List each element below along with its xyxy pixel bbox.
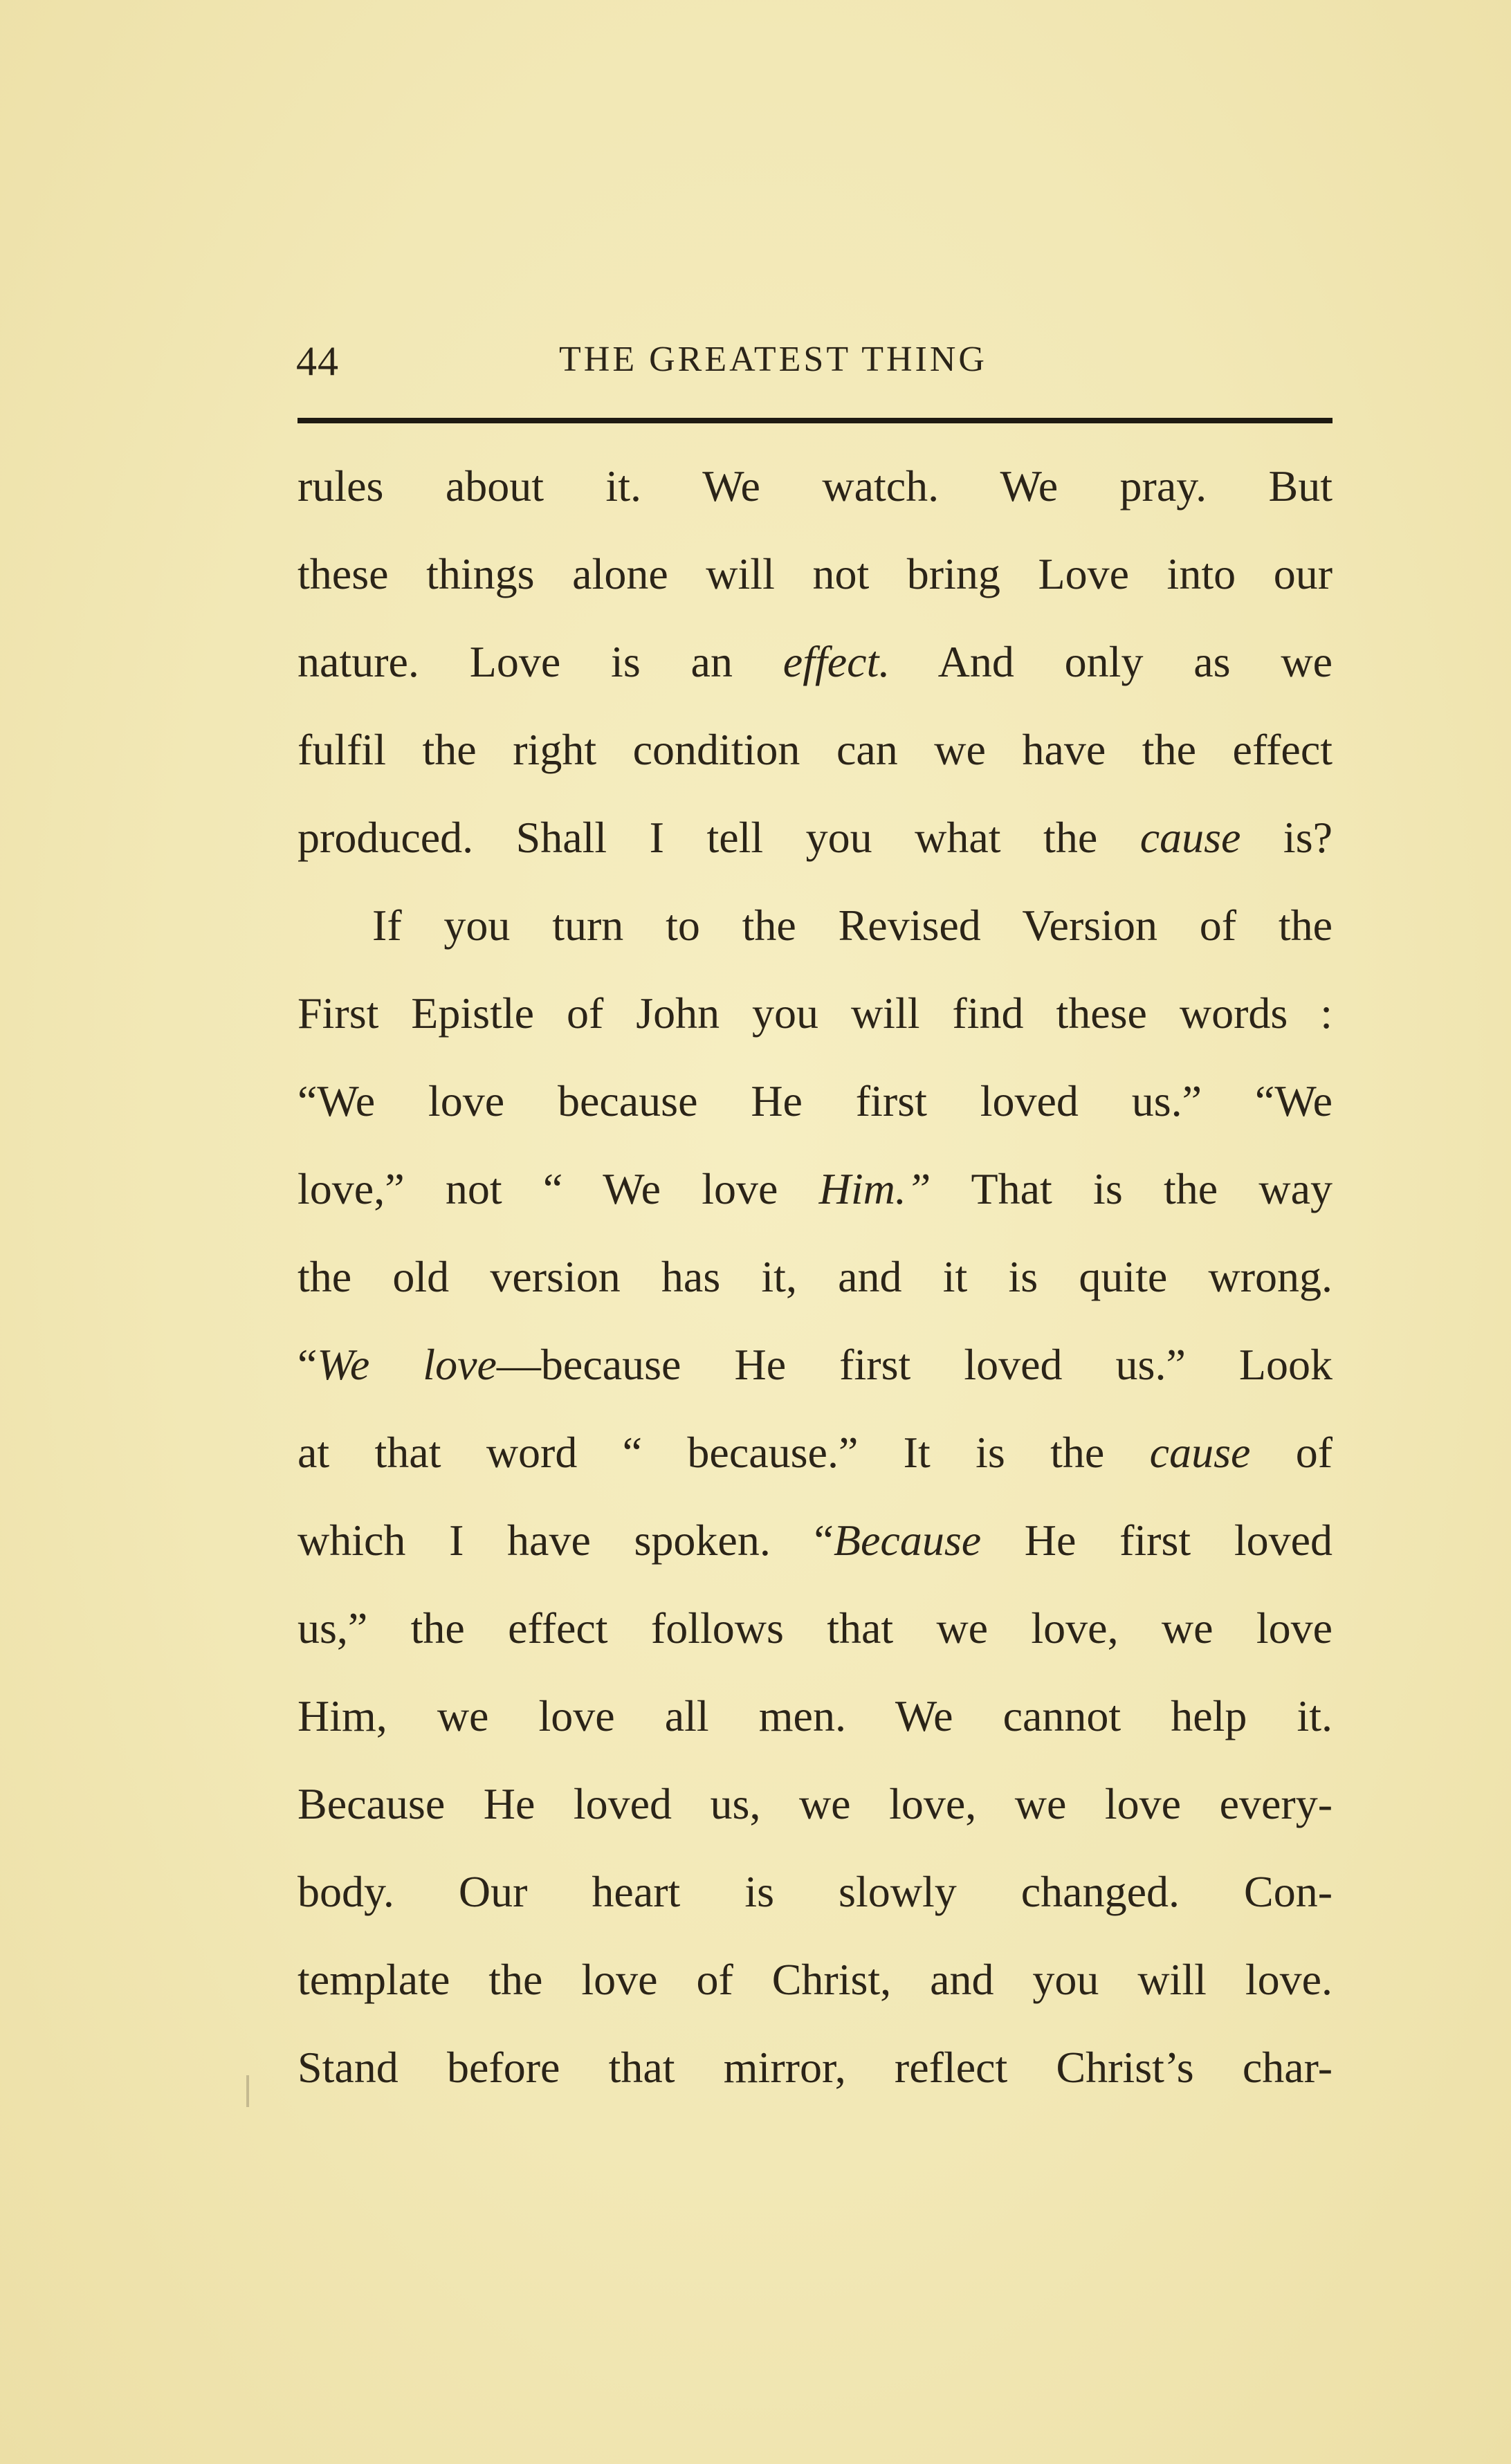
text-line: these things alone will not bring Love into our	[297, 549, 1333, 598]
header-rule	[297, 418, 1333, 423]
italic-word: We love	[317, 1340, 497, 1389]
text-line: produced. Shall I tell you what the cause is?	[297, 813, 1333, 862]
text-line: nature. Love is an effect. And only as we	[297, 637, 1333, 686]
text-line: Him, we love all men. We cannot help it.	[297, 1691, 1333, 1740]
text-line: which I have spoken. “Because He first loved	[297, 1516, 1333, 1565]
text-line: at that word “ because.” It is the cause of	[297, 1428, 1333, 1477]
body-text	[297, 448, 1333, 2117]
text-line: fulfil the right condition can we have the effect	[297, 725, 1333, 774]
italic-word: Because	[833, 1516, 982, 1565]
text-line: the old version has it, and it is quite wrong.	[297, 1252, 1333, 1301]
text-line: Stand before that mirror, reflect Christ’s char-	[297, 2043, 1333, 2092]
text-line: “We love—because He first loved us.” Look	[297, 1340, 1333, 1389]
text-line: love,” not “ We love Him.” That is the way	[297, 1164, 1333, 1213]
text-line: First Epistle of John you will find these words :	[297, 989, 1333, 1038]
italic-word: cause	[1149, 1428, 1251, 1477]
text-line: template the love of Christ, and you will love.	[297, 1955, 1333, 2004]
margin-mark	[246, 2075, 249, 2107]
page-header	[296, 325, 1334, 401]
text-line: rules about it. We watch. We pray. But	[297, 461, 1333, 511]
italic-word: Him.”	[818, 1164, 931, 1213]
italic-word: effect.	[782, 637, 890, 686]
text-line: “We love because He first loved us.” “We	[297, 1076, 1333, 1125]
text-line: Because He loved us, we love, we love every-	[297, 1779, 1333, 1828]
running-title: THE GREATEST THING	[559, 340, 987, 379]
text-line: body. Our heart is slowly changed. Con-	[297, 1867, 1333, 1916]
page-number: 44	[296, 338, 339, 384]
italic-word: cause	[1139, 813, 1241, 862]
text-line: us,” the effect follows that we love, we love	[297, 1603, 1333, 1653]
paragraph-start-line: If you turn to the Revised Version of the	[372, 901, 1333, 950]
